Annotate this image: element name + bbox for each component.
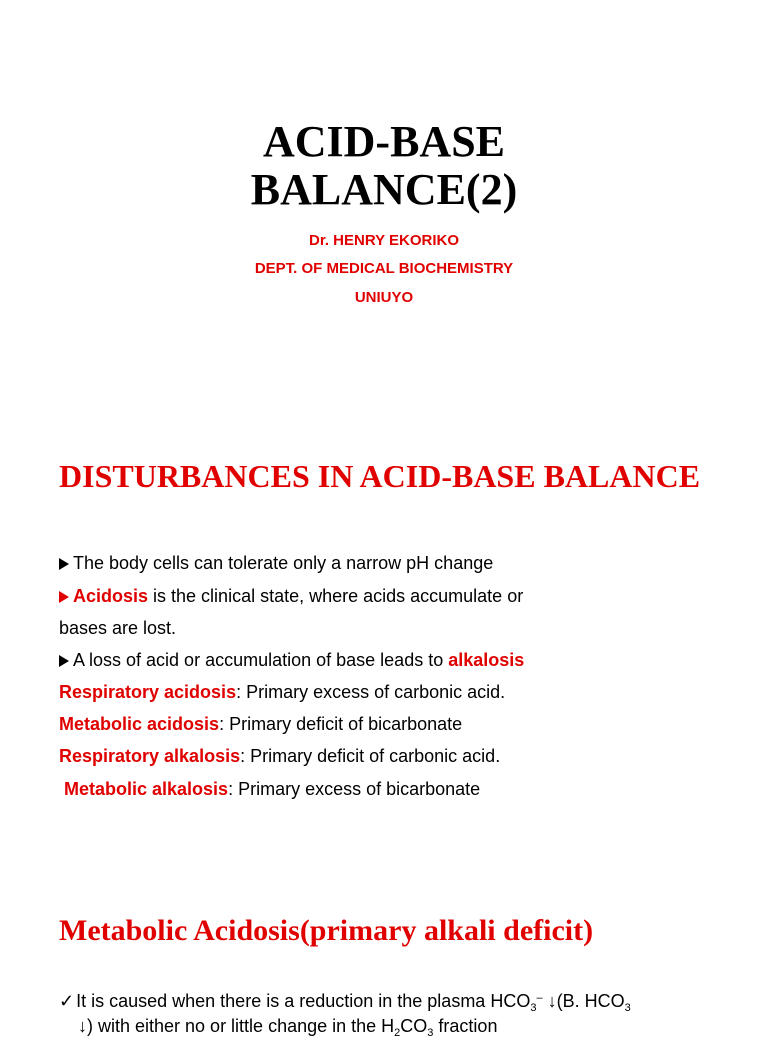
term-alkalosis: alkalosis — [448, 650, 525, 670]
bullet-acidosis-continued: bases are lost. — [59, 618, 177, 638]
check-item-text-4: CO — [400, 1016, 428, 1036]
definition-term: Metabolic acidosis — [59, 714, 220, 734]
checkmark-icon: ✓ — [59, 991, 75, 1011]
subscript: 3 — [624, 1002, 631, 1014]
definition-metabolic-acidosis — [59, 712, 462, 736]
check-item-cause-continued — [78, 1014, 497, 1045]
definition-text: : Primary deficit of bicarbonate — [219, 714, 463, 734]
bullet-narrow-ph — [59, 551, 493, 575]
bullet-text: is the clinical state, where acids accumulate or — [148, 586, 524, 606]
author-name: Dr. HENRY EKORIKO — [308, 232, 460, 249]
subscript: 2 — [394, 1027, 401, 1039]
bullet-text: A loss of acid or accumulation of base leads to — [73, 650, 449, 670]
arrow-bullet-icon — [59, 558, 69, 570]
term-acidosis: Acidosis — [73, 586, 149, 606]
author-department: DEPT. OF MEDICAL BIOCHEMISTRY — [254, 260, 514, 277]
check-item-text-5: fraction — [433, 1016, 498, 1036]
definition-respiratory-alkalosis — [59, 744, 500, 768]
check-item-text-2: ↓(B. HCO — [542, 991, 625, 1011]
superscript: – — [536, 992, 543, 1004]
bullet-text: The body cells can tolerate only a narrow pH change — [73, 553, 494, 573]
arrow-bullet-icon — [59, 655, 69, 667]
author-institution: UNIUYO — [354, 289, 414, 306]
section-heading-disturbances: DISTURBANCES IN ACID-BASE BALANCE — [59, 458, 701, 494]
definition-respiratory-acidosis — [59, 680, 505, 704]
bullet-acidosis — [59, 584, 523, 608]
definition-text: : Primary excess of carbonic acid. — [236, 682, 506, 702]
subscript: 3 — [427, 1027, 434, 1039]
definition-term: Metabolic alkalosis — [64, 779, 229, 799]
check-item-text: It is caused when there is a reduction in the plasma HCO — [76, 991, 531, 1011]
subscript: 3 — [530, 1002, 537, 1014]
arrow-bullet-icon — [59, 591, 69, 603]
slide-title-line-1: ACID-BASE — [262, 117, 506, 166]
check-item-text-3: ↓) with either no or little change in the H — [78, 1016, 395, 1036]
definition-text: : Primary excess of bicarbonate — [228, 779, 481, 799]
definition-term: Respiratory acidosis — [59, 682, 237, 702]
slide-title-line-2: BALANCE(2) — [250, 165, 518, 214]
definition-text: : Primary deficit of carbonic acid. — [240, 746, 501, 766]
bullet-alkalosis — [59, 648, 524, 672]
definition-metabolic-alkalosis — [64, 777, 480, 801]
definition-term: Respiratory alkalosis — [59, 746, 241, 766]
section-heading-metabolic-acidosis: Metabolic Acidosis(primary alkali deficit) — [59, 914, 594, 947]
